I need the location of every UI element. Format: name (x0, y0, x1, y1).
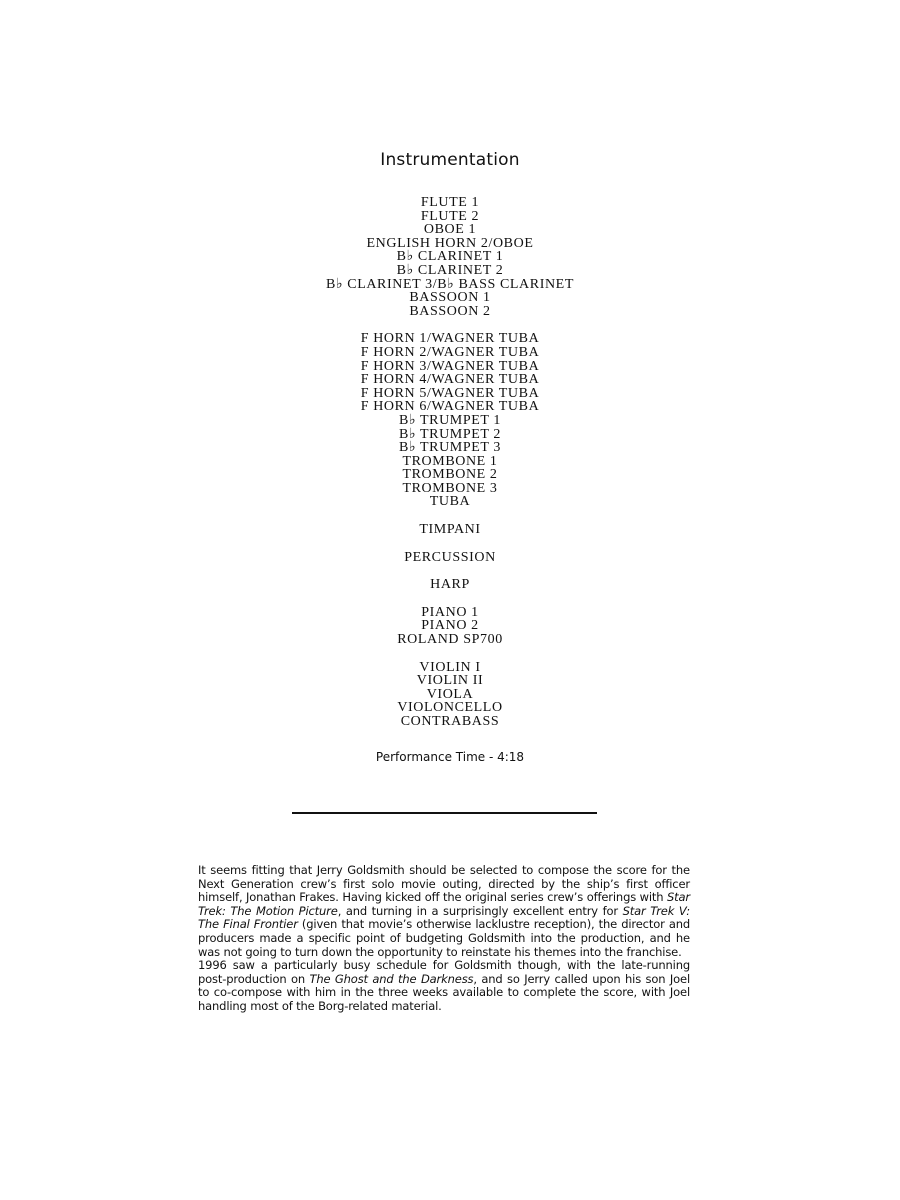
notes-text: It seems fitting that Jerry Goldsmith should be selected to compose the score for the Next Generation crew’s first solo movie outing, directed by the ship’s first officer himself, Jonathan Frakes. Having kicked off the original series crew’s offerings with (198, 863, 690, 905)
instrument-line: B♭ TRUMPET 1 (399, 412, 501, 428)
instrument-line: VIOLIN II (416, 673, 484, 689)
instrument-line: FLUTE 1 (420, 195, 480, 210)
instrument-group-strings (0, 661, 900, 729)
instrument-line: B♭ CLARINET 1 (396, 249, 504, 265)
instrument-group-keyboards (0, 606, 900, 647)
instrument-line: PERCUSSION (404, 549, 496, 565)
instrument-line: VIOLONCELLO (397, 700, 503, 716)
notes-text: , and turning in a surprisingly excellent entry for (337, 903, 623, 918)
instrument-line: F HORN 1/WAGNER TUBA (360, 331, 540, 347)
instrument-line: F HORN 4/WAGNER TUBA (360, 372, 540, 388)
film-title: Star Trek V: The Final Frontier (198, 903, 691, 932)
instrument-line: F HORN 2/WAGNER TUBA (360, 344, 540, 360)
instrument-line: B♭ TRUMPET 2 (399, 426, 501, 442)
horizontal-divider (292, 812, 597, 814)
instrument-line: ENGLISH HORN 2/OBOE (366, 235, 534, 251)
instrument-line: PIANO 2 (421, 618, 479, 634)
instrument-line: OBOE 1 (423, 222, 477, 238)
instrument-line: TROMBONE 2 (402, 467, 498, 483)
instrument-group-percussion (0, 551, 900, 565)
instrument-line: BASSOON 2 (409, 303, 491, 319)
instrument-line: ROLAND SP700 (397, 632, 503, 648)
instrument-line: F HORN 5/WAGNER TUBA (360, 385, 540, 401)
film-title: Star Trek: The Motion Picture (198, 890, 690, 918)
instrument-line: B♭ CLARINET 3/B♭ BASS CLARINET (326, 276, 574, 292)
instrument-group-harp (0, 578, 900, 592)
instrument-line: F HORN 3/WAGNER TUBA (360, 358, 540, 374)
instrument-line: TIMPANI (419, 522, 481, 538)
instrument-line: TROMBONE 1 (402, 453, 498, 469)
notes-paragraph-1 (198, 864, 690, 959)
instrument-line: VIOLIN I (419, 659, 481, 675)
instrument-line: BASSOON 1 (409, 290, 491, 306)
page-title: Instrumentation (380, 150, 520, 170)
instrument-list (0, 196, 900, 743)
program-notes (198, 864, 690, 1014)
notes-text: (given that movie’s otherwise lacklustre reception), the director and producers made a specific point of budgeting Goldsmith into the production, and he was not going to turn down the opportunity to reinstate his themes into the franchise. (198, 917, 691, 959)
instrument-group-woodwinds (0, 196, 900, 318)
instrument-line: FLUTE 2 (420, 208, 480, 224)
instrument-line: CONTRABASS (400, 714, 500, 729)
instrument-line: B♭ CLARINET 2 (396, 262, 504, 278)
film-title: The Ghost and the Darkness (309, 971, 474, 986)
notes-paragraph-2 (198, 959, 690, 1013)
instrument-group-brass (0, 332, 900, 509)
instrument-group-timpani (0, 523, 900, 537)
instrument-line: PIANO 1 (421, 604, 479, 620)
notes-text: , and so Jerry called upon his son Joel to co-compose with him in the three weeks available to complete the score, with Joel handling most of the Borg-related material. (198, 971, 690, 1013)
performance-time: Performance Time - 4:18 (375, 750, 525, 764)
instrument-line: F HORN 6/WAGNER TUBA (360, 399, 540, 415)
instrument-line: TROMBONE 3 (402, 480, 498, 496)
instrument-line: HARP (430, 577, 470, 593)
instrument-line: TUBA (429, 494, 471, 510)
instrument-line: VIOLA (426, 686, 474, 702)
notes-text: 1996 saw a particularly busy schedule for Goldsmith though, with the late-running post-production on (198, 958, 690, 986)
instrument-line: B♭ TRUMPET 3 (399, 440, 501, 456)
